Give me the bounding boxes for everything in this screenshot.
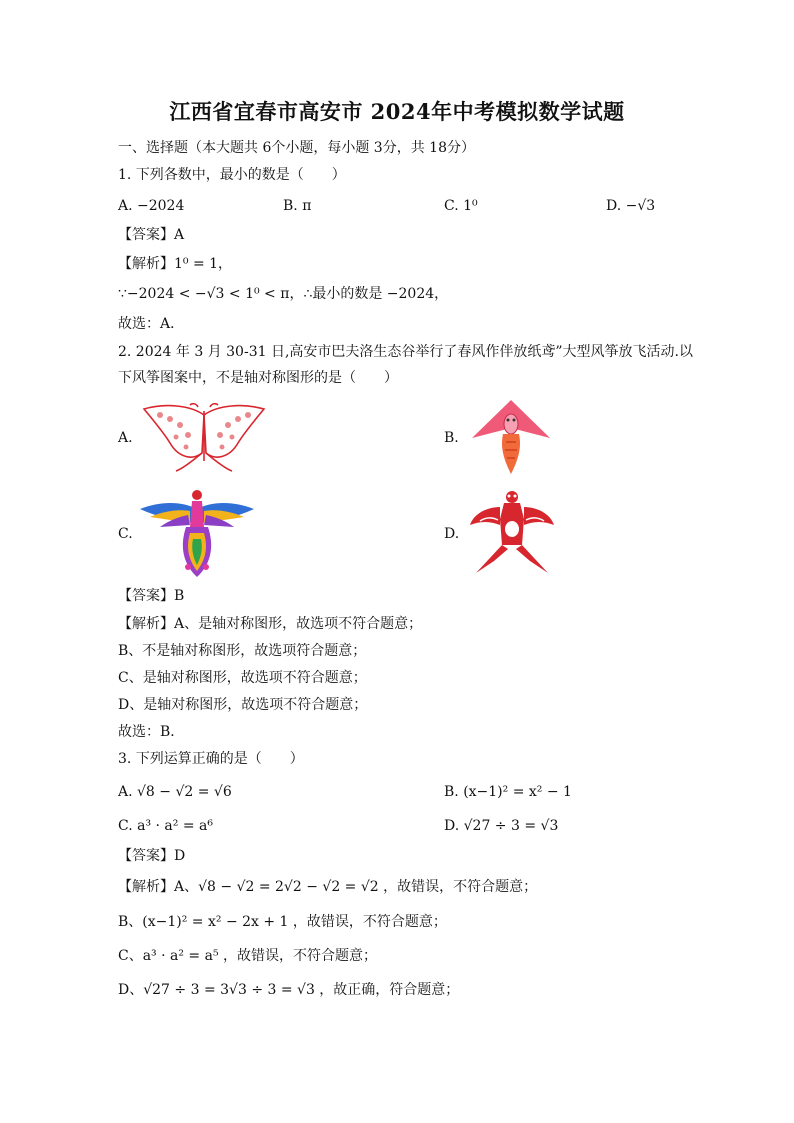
q2-option-b-label: B. <box>444 430 459 446</box>
question-3-stem: 3. 下列运算正确的是（ ） <box>118 751 304 767</box>
q3-option-b: B. (x−1)² = x² − 1 <box>444 784 572 800</box>
q1-option-c: C. 1⁰ <box>444 198 478 214</box>
q2-option-d-label: D. <box>444 526 460 542</box>
q2-explanation-4: D、是轴对称图形，故选项不符合题意； <box>118 697 368 713</box>
q2-option-c-label: C. <box>118 526 133 542</box>
q1-option-a: A. −2024 <box>118 198 185 214</box>
q3-explanation-4: D、√27 ÷ 3 = 3√3 ÷ 3 = √3 ，故正确，符合题意； <box>118 982 460 998</box>
goldfish-kite-image <box>470 398 552 478</box>
q3-explanation-2: B、(x−1)² = x² − 2x + 1 ，故错误，不符合题意； <box>118 914 447 930</box>
q2-answer: 【答案】B <box>118 588 185 604</box>
swallow-kite-image <box>468 489 556 577</box>
q1-conclusion: 故选：A． <box>118 316 185 332</box>
butterfly-kite-image <box>140 403 268 473</box>
section-heading: 一、选择题（本大题共 6个小题，每小题 3分，共 18分） <box>118 140 475 156</box>
q3-answer: 【答案】D <box>118 848 186 864</box>
question-2-stem-line2: 下风筝图案中，不是轴对称图形的是（ ） <box>118 370 398 386</box>
question-2-stem-line1: 2. 2024 年 3 月 30-31 日,高安市巴夫洛生态谷举行了春风作伴放纸鸢”大型风筝放飞活动.以 <box>118 344 694 360</box>
q3-explanation-1: 【解析】A、√8 − √2 = 2√2 − √2 = √2 ，故错误，不符合题意； <box>118 879 538 895</box>
page-title: 江西省宜春市高安市 2024年中考模拟数学试题 <box>169 99 625 124</box>
q2-option-a-label: A. <box>118 430 133 446</box>
q2-explanation-3: C、是轴对称图形，故选项不符合题意； <box>118 670 367 686</box>
q1-explanation-1: 【解析】1⁰ = 1， <box>118 256 233 272</box>
q3-option-d: D. √27 ÷ 3 = √3 <box>444 818 559 834</box>
q1-option-d: D. −√3 <box>606 198 656 214</box>
q3-option-a: A. √8 − √2 = √6 <box>118 784 232 800</box>
q2-explanation-1: 【解析】A、是轴对称图形，故选项不符合题意； <box>118 616 423 632</box>
q1-option-b: B. π <box>283 198 312 214</box>
q3-option-c: C. a³ · a² = a⁶ <box>118 818 213 834</box>
q1-answer: 【答案】A <box>118 227 185 243</box>
q3-explanation-3: C、a³ · a² = a⁵ ，故错误，不符合题意； <box>118 948 378 964</box>
q2-conclusion: 故选：B． <box>118 724 185 740</box>
phoenix-kite-image <box>138 487 256 579</box>
question-1-stem: 1. 下列各数中，最小的数是（ ） <box>118 167 346 183</box>
q1-explanation-2: ∵−2024 < −√3 < 1⁰ < π，∴最小的数是 −2024， <box>118 286 449 302</box>
q2-explanation-2: B、不是轴对称图形，故选项符合题意； <box>118 643 367 659</box>
